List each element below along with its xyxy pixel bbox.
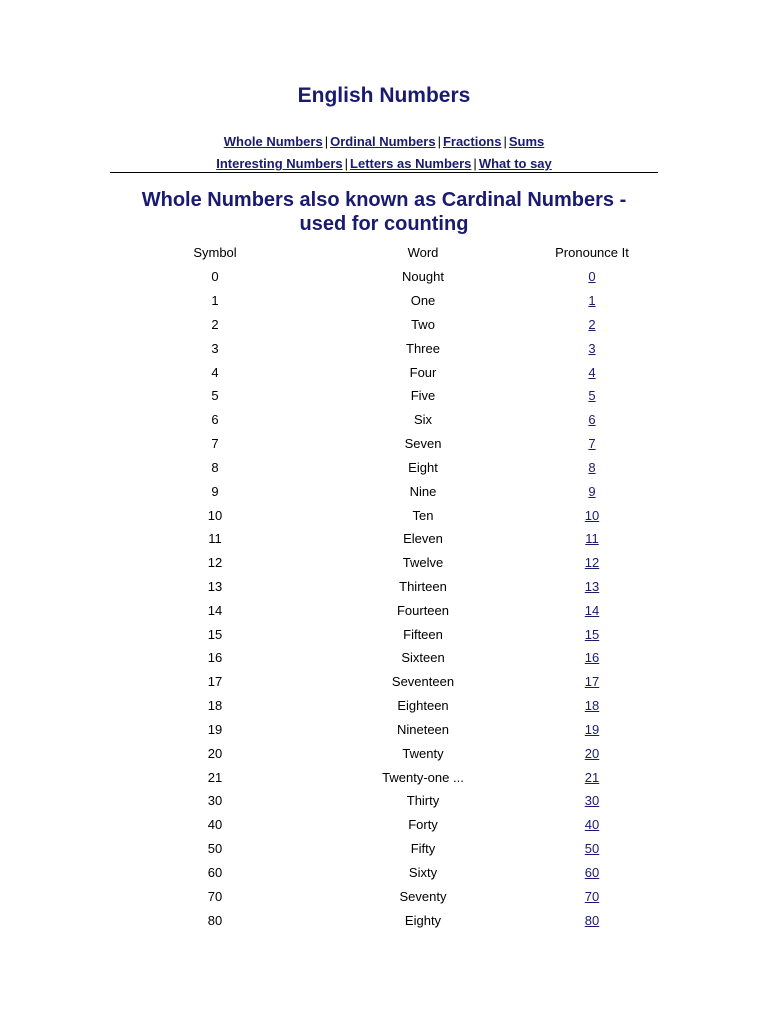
section-heading-line1: Whole Numbers also known as Cardinal Numbers -	[141, 189, 627, 211]
pronounce-cell	[526, 455, 658, 479]
pronounce-link[interactable]: 3	[588, 340, 596, 356]
word-cell: Five	[410, 388, 436, 404]
pronounce-cell	[526, 908, 658, 932]
word-cell: Ten	[412, 507, 434, 523]
pronounce-cell	[526, 598, 658, 622]
symbol-cell: 20	[207, 745, 223, 761]
table-row	[110, 408, 658, 432]
pronounce-cell	[526, 718, 658, 742]
table-row	[110, 455, 658, 479]
nav-row-secondary	[0, 156, 768, 171]
pronounce-link[interactable]: 30	[584, 793, 600, 809]
pronounce-cell	[526, 360, 658, 384]
symbol-cell: 18	[207, 698, 223, 714]
word-cell: One	[410, 293, 436, 309]
pronounce-link[interactable]: 13	[584, 579, 600, 594]
table-row	[110, 598, 658, 622]
table-row	[110, 884, 658, 908]
symbol-cell: 8	[211, 459, 219, 475]
table-row	[110, 646, 658, 670]
word-cell: Fourteen	[396, 602, 450, 618]
nav-link-sums[interactable]: Sums	[508, 134, 545, 149]
pronounce-cell	[526, 622, 658, 646]
table-row	[110, 503, 658, 527]
word-cell: Two	[411, 316, 435, 332]
word-cell: Thirteen	[399, 579, 447, 594]
symbol-cell: 30	[207, 793, 223, 809]
pronounce-link[interactable]: 18	[584, 698, 600, 714]
symbol-cell: 70	[207, 888, 223, 904]
pronounce-link[interactable]: 7	[588, 436, 596, 452]
word-cell: Sixteen	[401, 650, 445, 666]
pronounce-link[interactable]: 8	[588, 459, 596, 475]
symbol-cell: 2	[211, 316, 219, 332]
symbol-cell: 9	[211, 483, 219, 499]
column-header-word: Word	[407, 245, 439, 261]
pronounce-cell	[526, 551, 658, 575]
pronounce-link[interactable]: 20	[584, 745, 600, 761]
word-cell: Fifteen	[403, 626, 443, 642]
table-row	[110, 336, 658, 360]
column-header-symbol: Symbol	[193, 245, 237, 261]
table-row	[110, 741, 658, 765]
word-cell: Twenty	[402, 745, 444, 761]
symbol-cell: 3	[211, 340, 219, 356]
symbol-cell: 6	[211, 412, 219, 428]
word-cell: Fifty	[410, 841, 436, 857]
symbol-cell: 50	[207, 841, 223, 857]
pronounce-link[interactable]: 19	[584, 721, 600, 737]
numbers-table	[110, 241, 658, 932]
word-cell: Nine	[409, 483, 437, 499]
table-row	[110, 765, 658, 789]
symbol-cell: 16	[207, 650, 223, 666]
symbol-cell: 15	[207, 626, 223, 642]
word-cell: Nineteen	[396, 721, 450, 737]
table-row	[110, 861, 658, 885]
pronounce-link[interactable]: 14	[584, 602, 600, 618]
pronounce-link[interactable]: 80	[584, 912, 600, 928]
nav-link-what-to-say[interactable]: What to say	[478, 156, 552, 171]
symbol-cell: 4	[211, 364, 219, 380]
pronounce-link[interactable]: 6	[588, 412, 596, 428]
pronounce-cell	[526, 408, 658, 432]
nav-link-interesting-numbers[interactable]: Interesting Numbers	[216, 156, 343, 171]
pronounce-link[interactable]: 1	[588, 293, 596, 309]
pronounce-link[interactable]: 50	[584, 841, 600, 857]
pronounce-cell	[526, 289, 658, 313]
pronounce-cell	[526, 670, 658, 694]
table-row	[110, 551, 658, 575]
word-cell: Twenty-one ...	[382, 769, 464, 785]
nav-separator: |	[344, 156, 349, 171]
nav-separator: |	[324, 134, 329, 149]
pronounce-cell	[526, 503, 658, 527]
symbol-cell: 60	[207, 864, 223, 880]
pronounce-link[interactable]: 40	[584, 817, 600, 833]
symbol-cell: 40	[207, 817, 223, 833]
word-cell: Seventy	[399, 888, 447, 904]
word-cell: Six	[413, 412, 433, 428]
table-row	[110, 694, 658, 718]
nav-separator: |	[473, 156, 477, 171]
pronounce-cell	[526, 813, 658, 837]
pronounce-cell	[526, 575, 658, 599]
pronounce-link[interactable]: 10	[584, 507, 600, 523]
page-title: English Numbers	[297, 84, 471, 107]
nav-link-ordinal-numbers[interactable]: Ordinal Numbers	[330, 134, 436, 149]
symbol-cell: 14	[207, 602, 223, 618]
word-cell: Forty	[408, 817, 438, 833]
word-cell: Three	[406, 340, 440, 356]
numbers-table-body	[110, 265, 658, 932]
symbol-cell: 80	[207, 912, 223, 928]
word-cell: Twelve	[402, 555, 444, 571]
table-row	[110, 312, 658, 336]
table-row	[110, 908, 658, 932]
pronounce-link[interactable]: 9	[588, 483, 596, 499]
word-cell: Nought	[402, 269, 444, 285]
pronounce-link[interactable]: 4	[588, 364, 596, 380]
table-row	[110, 479, 658, 503]
symbol-cell: 7	[211, 436, 219, 452]
table-row	[110, 837, 658, 861]
symbol-cell: 19	[207, 721, 223, 737]
nav-separator: |	[503, 134, 507, 149]
pronounce-link[interactable]: 0	[588, 269, 596, 285]
horizontal-divider	[110, 172, 658, 173]
nav-link-whole-numbers[interactable]: Whole Numbers	[223, 134, 323, 149]
table-row	[110, 432, 658, 456]
pronounce-link[interactable]: 15	[584, 626, 600, 642]
pronounce-cell	[526, 646, 658, 670]
pronounce-link[interactable]: 60	[584, 864, 600, 880]
table-row	[110, 575, 658, 599]
section-heading	[110, 188, 658, 236]
word-cell: Eighty	[404, 912, 442, 928]
pronounce-link[interactable]: 16	[584, 650, 600, 666]
symbol-cell: 0	[211, 269, 219, 285]
symbol-cell: 5	[211, 388, 219, 404]
pronounce-cell	[526, 884, 658, 908]
pronounce-cell	[526, 432, 658, 456]
pronounce-cell	[526, 694, 658, 718]
word-cell: Eleven	[403, 531, 443, 547]
word-cell: Seventeen	[391, 674, 455, 690]
symbol-cell: 21	[207, 769, 223, 785]
pronounce-link[interactable]: 11	[585, 531, 599, 547]
pronounce-cell	[526, 765, 658, 789]
pronounce-link[interactable]: 12	[584, 555, 600, 571]
symbol-cell: 11	[208, 531, 222, 547]
table-row	[110, 289, 658, 313]
symbol-cell: 1	[211, 293, 219, 309]
nav-row-primary	[0, 134, 768, 149]
word-cell: Seven	[404, 436, 442, 452]
table-row	[110, 384, 658, 408]
table-row	[110, 265, 658, 289]
pronounce-cell	[526, 312, 658, 336]
word-cell: Eighteen	[397, 698, 449, 714]
symbol-cell: 10	[207, 507, 223, 523]
table-row	[110, 360, 658, 384]
pronounce-link[interactable]: 70	[584, 888, 600, 904]
table-header-row	[110, 241, 658, 265]
nav-link-letters-as-numbers[interactable]: Letters as Numbers	[350, 156, 472, 171]
section-heading-line2: used for counting	[299, 213, 469, 235]
pronounce-cell	[526, 479, 658, 503]
pronounce-link[interactable]: 5	[588, 388, 596, 404]
pronounce-cell	[526, 789, 658, 813]
pronounce-link[interactable]: 17	[584, 674, 600, 690]
pronounce-cell	[526, 527, 658, 551]
pronounce-link[interactable]: 2	[588, 316, 596, 332]
word-cell: Eight	[408, 459, 438, 475]
table-row	[110, 622, 658, 646]
symbol-cell: 17	[207, 674, 223, 690]
table-row	[110, 670, 658, 694]
table-row	[110, 527, 658, 551]
pronounce-cell	[526, 861, 658, 885]
pronounce-link[interactable]: 21	[584, 769, 600, 785]
pronounce-cell	[526, 336, 658, 360]
word-cell: Four	[409, 364, 437, 380]
nav-link-fractions[interactable]: Fractions	[442, 134, 502, 149]
column-header-pronounce: Pronounce It	[555, 245, 629, 261]
pronounce-cell	[526, 384, 658, 408]
table-row	[110, 718, 658, 742]
table-row	[110, 789, 658, 813]
nav-separator: |	[437, 134, 441, 149]
pronounce-cell	[526, 265, 658, 289]
pronounce-cell	[526, 741, 658, 765]
table-row	[110, 813, 658, 837]
word-cell: Sixty	[408, 864, 438, 880]
symbol-cell: 13	[207, 579, 223, 594]
word-cell: Thirty	[406, 793, 440, 809]
symbol-cell: 12	[207, 555, 223, 571]
pronounce-cell	[526, 837, 658, 861]
